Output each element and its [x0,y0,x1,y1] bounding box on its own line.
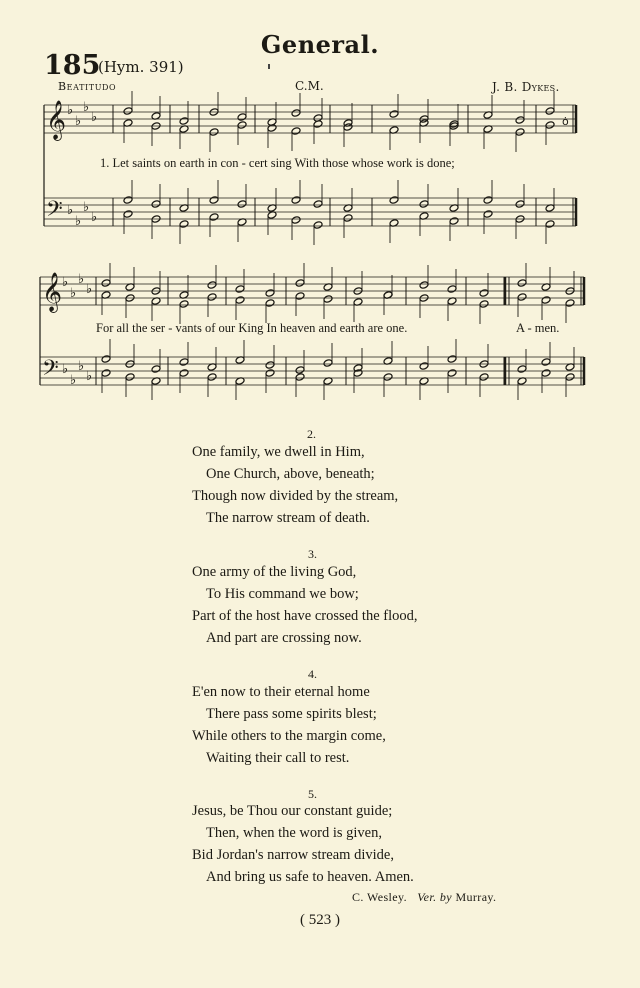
note-head [295,366,305,374]
verse-line: Then, when the word is given, [206,825,382,841]
flat-icon: ♭ [83,100,90,115]
flat-icon: ♭ [75,214,82,229]
bass-clef-icon: 𝄢 [42,356,59,386]
verse-number: 3. [308,547,317,561]
treble-clef-icon: 𝄞 [46,100,67,140]
verse-line: There pass some spirits blest; [206,706,377,722]
note-head [517,279,527,287]
note-head [207,293,217,301]
note-head [179,369,189,377]
note-head [265,369,275,377]
note-head [565,299,575,307]
note-head [419,362,429,370]
tune-name: Beatitudo [58,80,117,93]
note-head [123,107,133,115]
verse-line: One Church, above, beneath; [206,466,375,482]
note-head [295,279,305,287]
note-head [517,293,527,301]
verse-line: One army of the living God, [192,564,357,580]
flat-icon: ♭ [67,203,74,218]
treble-clef-icon: 𝄞 [42,272,63,312]
flat-icon: ♭ [67,103,74,118]
note-head [515,200,525,208]
note-head [479,373,489,381]
verse-line: Waiting their call to rest. [206,750,350,766]
note-head [447,285,457,293]
flat-icon: ♭ [86,282,93,297]
verse-line: Bid Jordan's narrow stream divide, [192,847,394,863]
verse-line: Though now divided by the stream, [192,488,399,504]
note-head [101,279,111,287]
amen-lyric: A - men. [516,321,560,335]
note-head [313,221,323,229]
music-score [0,0,640,400]
verse-line: Part of the host have crossed the flood, [192,608,418,624]
note-head [389,110,399,118]
note-head [515,116,525,124]
note-head [541,296,551,304]
version-author: Murray. [455,890,497,904]
verse-number: 5. [308,787,317,801]
note-head [545,121,555,129]
flat-icon: ♭ [62,275,69,290]
hymn-number: 185 [44,50,101,81]
note-head [479,289,489,297]
note-head [125,373,135,381]
lyrics-line-1: 1. Let saints on earth in con - cert sing With those whose work is done; [100,156,455,170]
note-head [541,369,551,377]
version-label: Ver. by [417,890,453,904]
note-head [419,281,429,289]
note-head [323,359,333,367]
note-head [265,299,275,307]
meter: C.M. [295,79,324,93]
note-head [235,296,245,304]
verse-number: 2. [307,427,316,441]
verse-line: And part are crossing now. [206,630,362,646]
note-head [565,373,575,381]
note-head [123,196,133,204]
note-head [101,369,111,377]
verse-line: While others to the margin come, [192,728,386,744]
flat-icon: ♭ [91,110,98,125]
flat-icon: ♭ [75,114,82,129]
note-head [179,300,189,308]
note-head [291,216,301,224]
verse-line: One family, we dwell in Him, [192,444,365,460]
verse-line: The narrow stream of death. [206,510,370,526]
note-head [237,121,247,129]
verse-line: To His command we bow; [206,586,359,602]
note-head [237,200,247,208]
note-head [343,214,353,222]
note-head [179,220,189,228]
fermata-icon: ȯ [562,115,569,128]
note-head [517,365,527,373]
note-head [545,107,555,115]
verse-line: And bring us safe to heaven. Amen. [206,869,414,885]
note-head [209,128,219,136]
note-head [479,300,489,308]
attribution [352,890,496,905]
note-head [291,127,301,135]
note-head [447,369,457,377]
note-head [313,200,323,208]
note-head [209,196,219,204]
flat-icon: ♭ [78,272,85,287]
note-head [545,220,555,228]
note-head [447,355,457,363]
note-head [323,295,333,303]
note-head [151,365,161,373]
lyrics-line-2: For all the ser - vants of our King In heaven and earth are one. [96,321,408,335]
flat-icon: ♭ [78,359,85,374]
note-head [515,128,525,136]
note-head [483,210,493,218]
flat-icon: ♭ [86,369,93,384]
note-head [207,281,217,289]
verse-line: E'en now to their eternal home [192,684,370,700]
note-head [449,217,459,225]
note-head [295,292,305,300]
composer: J. B. Dykes. [492,80,560,94]
author-name: C. Wesley. [352,890,408,904]
bass-clef-icon: 𝄢 [46,197,63,227]
note-head [151,200,161,208]
verse-number: 4. [308,667,317,681]
note-head [235,285,245,293]
note-head [123,210,133,218]
note-head [179,117,189,125]
flat-icon: ♭ [70,373,77,388]
verse-line: Jesus, be Thou our constant guide; [192,803,393,819]
flat-icon: ♭ [83,200,90,215]
note-head [207,373,217,381]
note-head [179,358,189,366]
hymn-reference: (Hym. 391) [98,58,184,76]
note-head [291,109,301,117]
section-title: General. [260,30,380,59]
note-head [541,358,551,366]
page-number: ( 523 ) [300,912,340,928]
note-head [483,196,493,204]
note-head [383,373,393,381]
note-head [291,196,301,204]
note-head [265,289,275,297]
flat-icon: ♭ [62,362,69,377]
flat-icon: ♭ [70,286,77,301]
note-head [265,361,275,369]
note-head [419,200,429,208]
flat-icon: ♭ [91,210,98,225]
note-head [295,373,305,381]
note-head [209,213,219,221]
note-head [101,355,111,363]
note-head [389,196,399,204]
note-head [237,113,247,121]
